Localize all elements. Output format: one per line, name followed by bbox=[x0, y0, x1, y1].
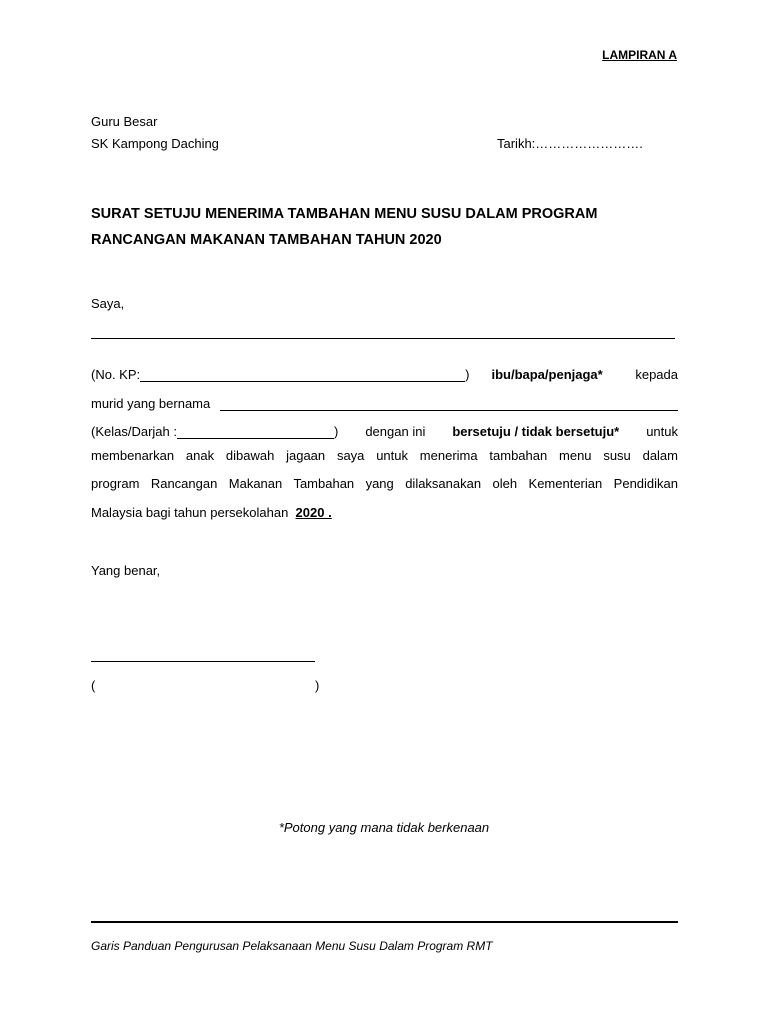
ic-label: (No. KP: bbox=[91, 367, 141, 382]
class-close-paren: ) bbox=[333, 424, 339, 439]
recipient-school: SK Kampong Daching bbox=[91, 136, 219, 151]
body-paragraph-line-1: membenarkan anak dibawah jagaan saya untuk menerima tambahan menu susu dalam bbox=[91, 448, 678, 463]
signature-name-open-paren: ( bbox=[91, 678, 96, 693]
recipient-title: Guru Besar bbox=[91, 114, 158, 129]
school-year: 2020 . bbox=[295, 505, 332, 520]
date-field[interactable]: Tarikh:……………………. bbox=[497, 136, 643, 151]
name-blank-line[interactable] bbox=[91, 338, 675, 339]
body-paragraph-line-3 bbox=[91, 505, 678, 520]
closing-text: Yang benar, bbox=[91, 563, 161, 578]
consent-options: bersetuju / tidak bersetuju* bbox=[452, 424, 620, 439]
class-label: (Kelas/Darjah : bbox=[91, 424, 177, 439]
signature-line[interactable] bbox=[91, 661, 315, 662]
dengan-ini-text: dengan ini bbox=[365, 424, 426, 439]
ic-blank-line[interactable] bbox=[140, 367, 465, 382]
saya-label: Saya, bbox=[91, 296, 125, 311]
guardian-role: ibu/bapa/penjaga* bbox=[491, 367, 603, 382]
signature-name-close-paren: ) bbox=[315, 678, 320, 693]
ic-row bbox=[91, 362, 678, 382]
student-row bbox=[91, 391, 678, 411]
footer-text: Garis Panduan Pengurusan Pelaksanaan Menu Susu Dalam Program RMT bbox=[91, 939, 493, 953]
kepada-text: kepada bbox=[635, 367, 678, 382]
ic-close-paren: ) bbox=[465, 367, 470, 382]
body-paragraph-line-2: program Rancangan Makanan Tambahan yang dilaksanakan oleh Kementerian Pendidikan bbox=[91, 476, 678, 491]
attachment-label: LAMPIRAN A bbox=[602, 48, 677, 62]
untuk-text: untuk bbox=[646, 424, 679, 439]
footer-divider bbox=[91, 921, 678, 923]
letter-title: SURAT SETUJU MENERIMA TAMBAHAN MENU SUSU DALAM PROGRAM RANCANGAN MAKANAN TAMBAHAN TAHUN 2020 bbox=[91, 206, 598, 248]
student-label: murid yang bernama bbox=[91, 396, 211, 411]
class-row bbox=[91, 419, 678, 439]
class-blank-line[interactable] bbox=[177, 424, 334, 439]
body-paragraph-line-3-text: Malaysia bagi tahun persekolahan bbox=[91, 505, 289, 520]
strike-through-note: *Potong yang mana tidak berkenaan bbox=[278, 820, 490, 835]
student-name-blank-line[interactable] bbox=[220, 396, 678, 411]
